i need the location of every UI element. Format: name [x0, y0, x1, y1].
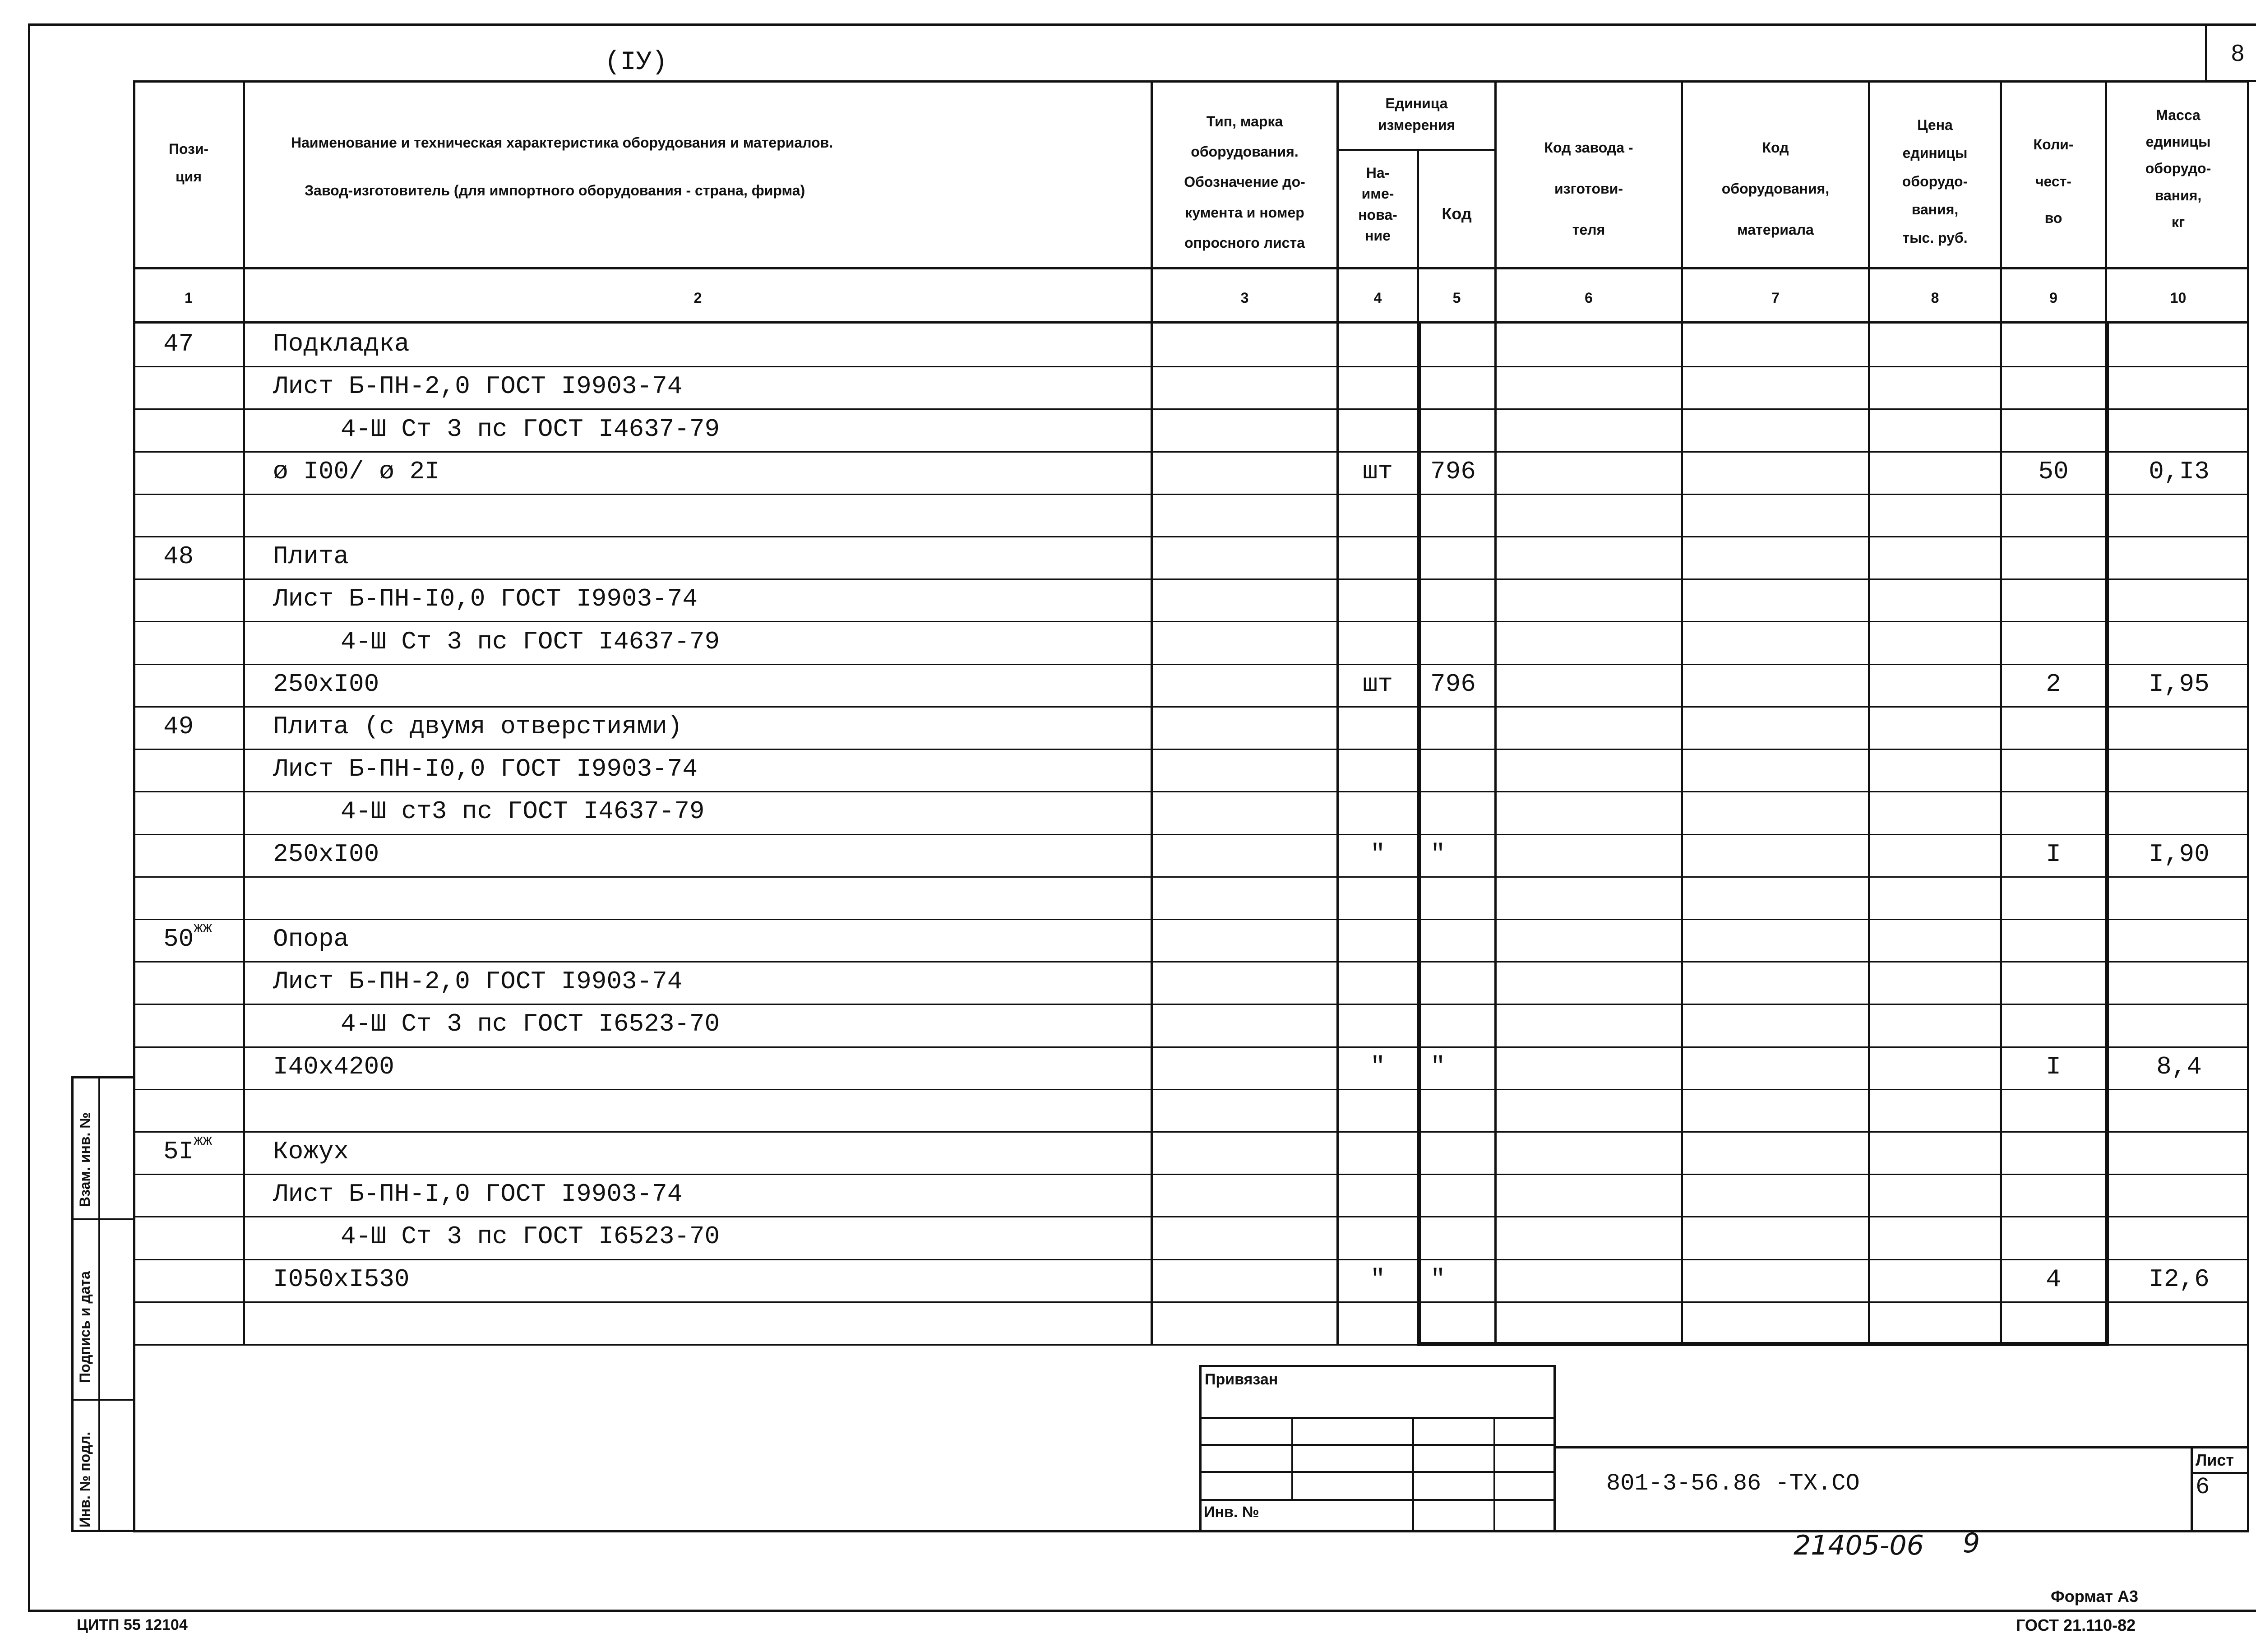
- side-stamp-sep-2: [71, 1399, 135, 1401]
- section-title: (IУ): [605, 48, 668, 77]
- sheet-value: 6: [2196, 1474, 2210, 1500]
- row-mass-cell: 8,4: [2156, 1052, 2202, 1081]
- row-pos-cell: 49: [163, 712, 194, 741]
- row-pos-cell: 47: [163, 329, 194, 359]
- row-separator: [133, 621, 2249, 622]
- row-mass-cell: I,90: [2149, 839, 2210, 869]
- row-name-cell: 4-Ш Ст 3 пс ГОСТ I4637-79: [341, 627, 720, 656]
- row-separator: [133, 834, 2249, 835]
- side-stamp-inv-replaced: Взам. инв. №: [77, 1112, 93, 1207]
- row-code-cell: ": [1430, 1264, 1446, 1294]
- row-name-cell: ø I00/ ø 2I: [273, 457, 440, 486]
- side-stamp-divider: [98, 1076, 100, 1532]
- bound-block-line-2: [1199, 1444, 1556, 1446]
- inv-label: Инв. №: [1204, 1504, 1259, 1521]
- row-qty-cell: I: [2046, 839, 2061, 869]
- row-unit-cell: ": [1370, 839, 1386, 869]
- row-separator: [133, 706, 2249, 708]
- col-number-7: 7: [1771, 290, 1780, 306]
- row-separator: [133, 1174, 2249, 1175]
- row-name-cell: 4-Ш Ст 3 пс ГОСТ I6523-70: [341, 1009, 720, 1039]
- row-qty-cell: 50: [2038, 457, 2069, 486]
- col-line-3: [1336, 80, 1339, 1346]
- row-code-cell: 796: [1430, 457, 1476, 486]
- col-header-position: Пози- ция: [168, 141, 209, 185]
- col-header-unit-code: Код: [1442, 204, 1472, 223]
- row-separator: [133, 1216, 2249, 1217]
- designation-block-top: [1556, 1446, 2249, 1448]
- row-name-cell: Подкладка: [273, 329, 410, 359]
- row-separator: [133, 664, 2249, 665]
- row-name-cell: 4-Ш Ст 3 пс ГОСТ I4637-79: [341, 414, 720, 444]
- row-separator: [133, 791, 2249, 792]
- handwritten-number: 21405-06: [1794, 1530, 1924, 1561]
- col-header-unit-name: На- име- нова- ние: [1358, 165, 1397, 244]
- footer-format: Формат А3: [2051, 1587, 2139, 1606]
- bound-label: Привязан: [1205, 1371, 1278, 1388]
- bound-block-vline-2: [1412, 1417, 1414, 1532]
- row-name-cell: Плита: [273, 542, 349, 571]
- col-line-7: [1868, 80, 1870, 1346]
- col-number-9: 9: [2049, 290, 2057, 306]
- row-unit-cell: шт: [1362, 457, 1393, 486]
- row-separator: [133, 451, 2249, 453]
- row-separator: [133, 536, 2249, 537]
- row-name-cell: Лист Б-ПН-I0,0 ГОСТ I9903-74: [273, 754, 698, 784]
- bound-block-line-4: [1199, 1499, 1556, 1501]
- side-stamp-inv-original: Инв. № подл.: [77, 1431, 93, 1527]
- row-pos-cell: $50^{жж}$: [163, 920, 213, 954]
- col-number-3: 3: [1240, 290, 1249, 306]
- col-header-unit-group: Единица измерения: [1378, 95, 1456, 133]
- row-name-cell: Лист Б-ПН-2,0 ГОСТ I9903-74: [273, 967, 683, 996]
- row-unit-cell: ": [1370, 1052, 1386, 1081]
- col-number-5: 5: [1452, 290, 1461, 306]
- footer-left: ЦИТП 55 12104: [77, 1616, 188, 1633]
- body-bottom-line: [133, 1344, 2249, 1346]
- row-code-cell: 796: [1430, 669, 1476, 699]
- row-separator: [133, 494, 2249, 495]
- row-name-cell: Кожух: [273, 1137, 349, 1166]
- col-header-mass: Масса единицы оборудо- вания, кг: [2145, 107, 2211, 230]
- row-pos-cell: $5I^{жж}$: [163, 1133, 213, 1166]
- document-designation: 801-3-56.86 -ТХ.СО: [1606, 1470, 1860, 1497]
- footer-standard: ГОСТ 21.110-82: [2016, 1616, 2136, 1634]
- bound-block-line-3: [1199, 1471, 1556, 1473]
- col-header-equipment-code: Код оборудования, материала: [1721, 139, 1830, 238]
- row-name-cell: Плита (с двумя отверстиями): [273, 712, 683, 741]
- row-separator: [133, 749, 2249, 750]
- col-line-8: [2000, 80, 2002, 1346]
- row-separator: [133, 919, 2249, 920]
- row-separator: [133, 876, 2249, 878]
- row-pos-cell: 48: [163, 542, 194, 571]
- col-number-4: 4: [1373, 290, 1382, 306]
- row-separator: [133, 366, 2249, 367]
- row-separator: [133, 1301, 2249, 1303]
- row-name-cell: I40х4200: [273, 1052, 394, 1081]
- col-number-6: 6: [1585, 290, 1593, 306]
- row-unit-cell: ": [1370, 1264, 1386, 1294]
- row-name-cell: 4-Ш Ст 3 пс ГОСТ I6523-70: [341, 1222, 720, 1251]
- sheet-number: 8: [2231, 40, 2244, 66]
- row-code-cell: ": [1430, 839, 1446, 869]
- row-code-cell: ": [1430, 1052, 1446, 1081]
- header-bottom-line: [133, 267, 2249, 269]
- side-stamp-signature-date: Подпись и дата: [77, 1271, 93, 1383]
- bound-block-vline-3: [1493, 1417, 1495, 1532]
- row-name-cell: 4-Ш ст3 пс ГОСТ I4637-79: [341, 797, 705, 826]
- col-header-type: Тип, марка оборудования. Обозначение до- кумента и номер опросного листа: [1184, 113, 1305, 251]
- unit-group-line: [1336, 149, 1494, 151]
- row-separator: [133, 408, 2249, 410]
- col-header-name-line1: Наименование и техническая характеристика оборудования и материалов.: [291, 134, 833, 151]
- col-header-quantity: Коли- чест- во: [2033, 136, 2074, 227]
- number-row-bottom-line: [133, 321, 2249, 324]
- row-mass-cell: 0,I3: [2149, 457, 2210, 486]
- row-name-cell: Лист Б-ПН-I0,0 ГОСТ I9903-74: [273, 584, 698, 614]
- sheet-cell-left: [2191, 1446, 2193, 1532]
- row-separator: [133, 578, 2249, 580]
- row-separator: [133, 1089, 2249, 1090]
- row-separator: [133, 1004, 2249, 1005]
- row-unit-cell: шт: [1362, 669, 1393, 699]
- bound-block-line-1: [1199, 1417, 1556, 1419]
- position-footnote-mark: жж: [194, 920, 213, 938]
- col-number-8: 8: [1931, 290, 1939, 306]
- row-separator: [133, 1131, 2249, 1133]
- col-line-1: [243, 80, 245, 1346]
- col-line-6: [1681, 80, 1683, 1346]
- col-header-price: Цена единицы оборудо- вания, тыс. руб.: [1902, 117, 1968, 246]
- row-mass-cell: I,95: [2149, 669, 2210, 699]
- position-footnote-mark: жж: [194, 1133, 213, 1150]
- col-header-name-line2: Завод-изготовитель (для импортного оборудования - страна, фирма): [305, 182, 805, 199]
- row-name-cell: Лист Б-ПН-I,0 ГОСТ I9903-74: [273, 1180, 683, 1209]
- row-name-cell: Лист Б-ПН-2,0 ГОСТ I9903-74: [273, 372, 683, 401]
- row-qty-cell: 2: [2046, 669, 2061, 699]
- row-separator: [133, 1046, 2249, 1048]
- bound-block-vline-1: [1291, 1417, 1293, 1499]
- row-name-cell: 250хI00: [273, 669, 379, 699]
- col-line-2: [1151, 80, 1153, 1346]
- col-line-5: [1494, 80, 1497, 1346]
- row-qty-cell: 4: [2046, 1264, 2061, 1294]
- handwritten-page: 9: [1963, 1527, 1980, 1559]
- col-header-plant-code: Код завода - изготови- теля: [1544, 139, 1633, 238]
- side-stamp-sep-1: [71, 1218, 135, 1220]
- row-separator: [133, 1259, 2249, 1260]
- row-mass-cell: I2,6: [2149, 1264, 2210, 1294]
- row-separator: [133, 961, 2249, 963]
- row-name-cell: I050хI530: [273, 1264, 410, 1294]
- col-number-2: 2: [693, 290, 702, 306]
- row-name-cell: Опора: [273, 925, 349, 954]
- sheet-label: Лист: [2196, 1451, 2234, 1469]
- row-qty-cell: I: [2046, 1052, 2061, 1081]
- col-number-1: 1: [185, 290, 193, 306]
- col-number-10: 10: [2170, 290, 2187, 306]
- row-name-cell: 250хI00: [273, 839, 379, 869]
